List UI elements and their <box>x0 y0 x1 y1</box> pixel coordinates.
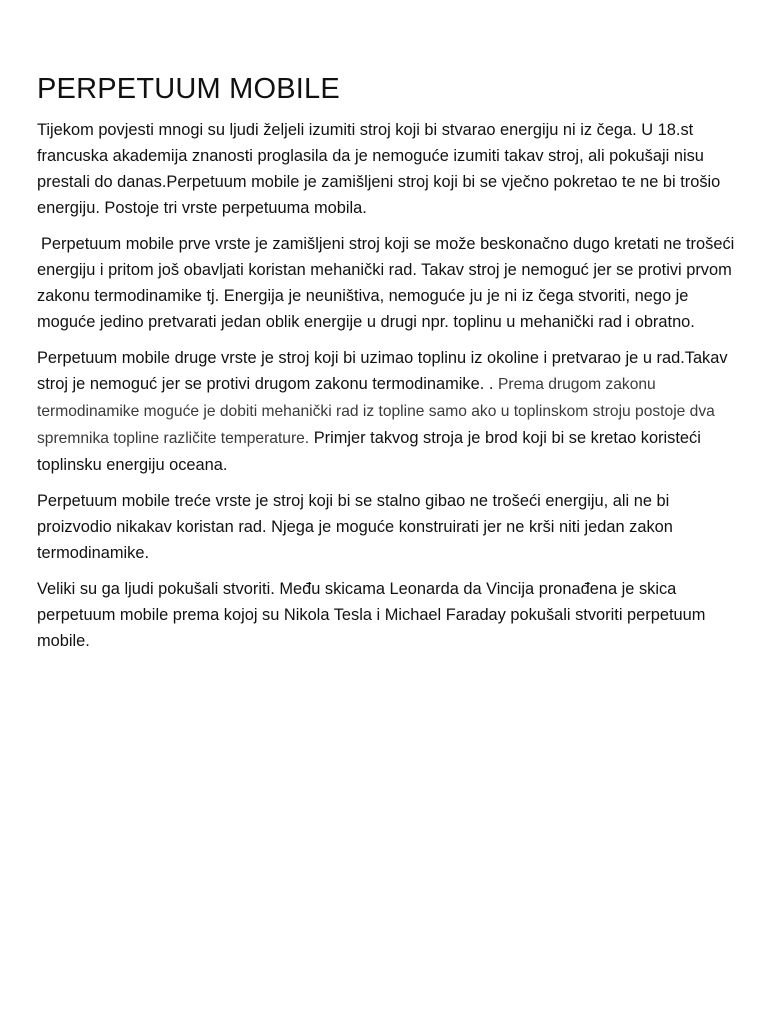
paragraph-intro: Tijekom povjesti mnogi su ljudi željeli izumiti stroj koji bi stvarao energiju ni iz čega. U 18.st francuska akademija znanosti proglasila da je nemoguće izumiti takav stroj, ali pokušaji nisu prestali do danas.Perpetuum mobile je zamišljeni stroj koji bi se vječno pokretao te ne bi trošio energiju. Postoje tri vrste perpetuuma mobila. <box>37 120 721 217</box>
paragraph-first-kind: Perpetuum mobile prve vrste je zamišljeni stroj koji se može beskonačno dugo kretati ne trošeći energiju i pritom još obavljati koristan mehanički rad. Takav stroj je nemoguć jer se protivi prvom zakonu termodinamike tj. Energija je neuništiva, nemoguće ju je ni iz čega stvoriti, nego je moguće jedino pretvarati jedan oblik energije u drugi npr. toplinu u mehanički rad i obratno. <box>37 234 735 331</box>
paragraph-second-kind-example: Primjer takvog stroja je brod koji bi se kretao koristeći toplinsku energiju oceana. <box>37 428 701 474</box>
paragraph-second-kind-text: Perpetuum mobile druge vrste je stroj koji bi uzimao toplinu iz okoline i pretvarao je u rad.Takav stroj je nemoguć jer se protivi drugom zakonu termodinamike. . <box>37 348 728 393</box>
document-page <box>37 72 737 664</box>
paragraph-third-kind: Perpetuum mobile treće vrste je stroj koji bi se stalno gibao ne trošeći energiju, ali ne bi proizvodio nikakav koristan rad. Njega je moguće konstruirati jer ne krši niti jedan zakon termodinamike. <box>37 491 673 562</box>
paragraph-second-kind-quote: Prema drugom zakonu termodinamike moguće je dobiti mehanički rad iz topline samo ako u toplinskom stroju postoje dva spremnika topline različite temperature. <box>37 375 715 447</box>
paragraph-second-kind <box>37 345 737 478</box>
document-title: PERPETUUM MOBILE <box>37 73 340 105</box>
paragraph-history: Veliki su ga ljudi pokušali stvoriti. Među skicama Leonarda da Vincija pronađena je skica perpetuum mobile prema kojoj su Nikola Tesla i Michael Faraday pokušali stvoriti perpetuum mobile. <box>37 579 706 650</box>
